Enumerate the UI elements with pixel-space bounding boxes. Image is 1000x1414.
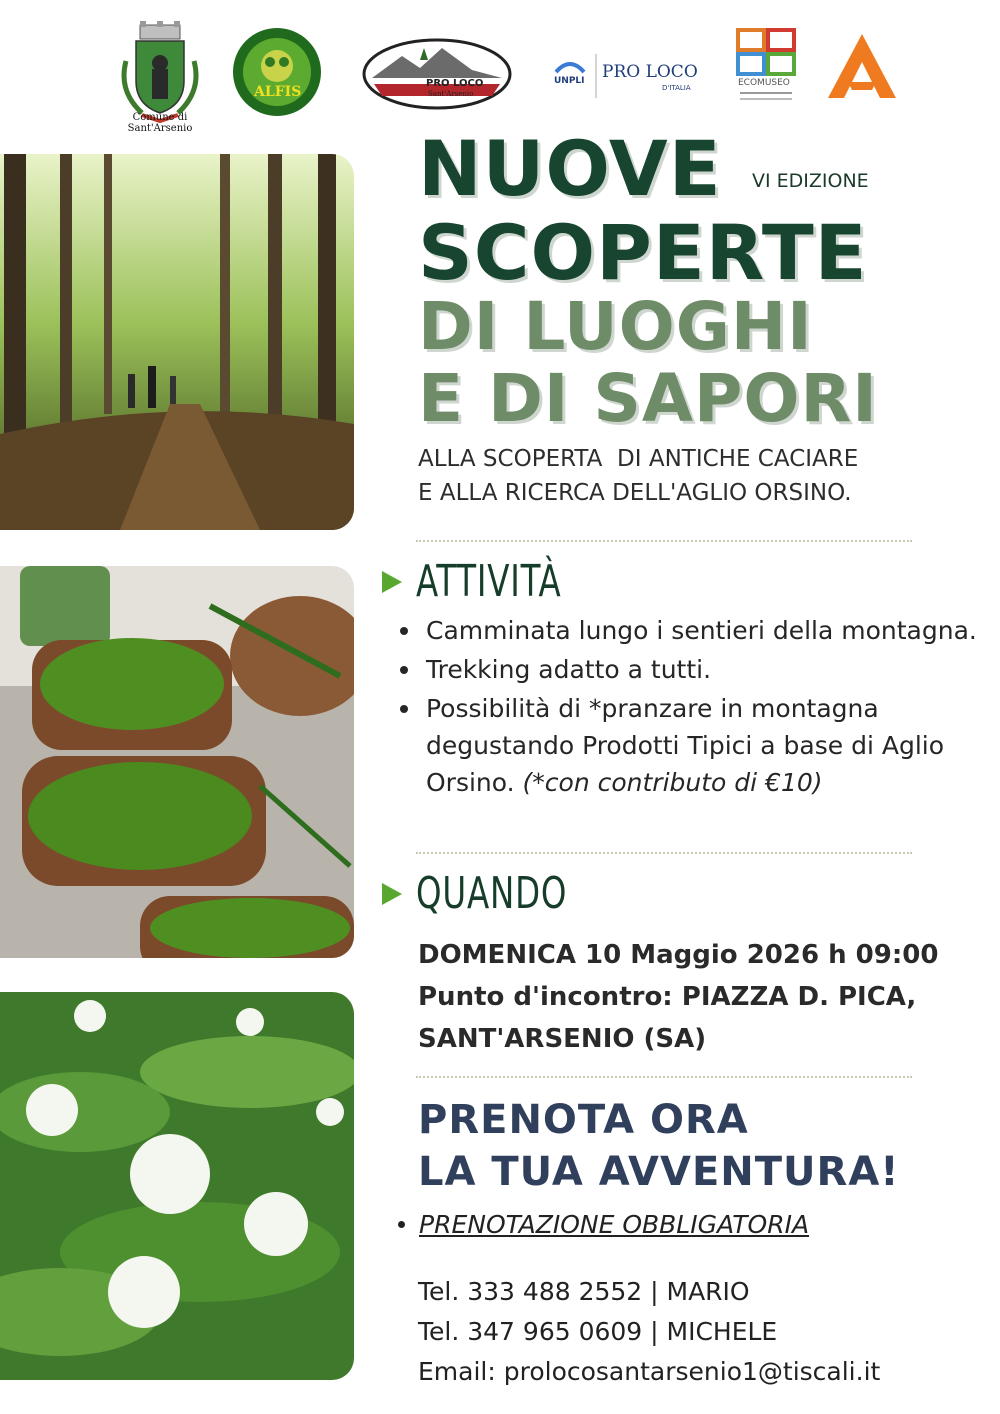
subtitle <box>418 442 978 510</box>
edition-label: VI EDIZIONE <box>752 170 869 192</box>
proloco-text: PRO LOCO <box>426 78 484 89</box>
list-item <box>398 651 988 688</box>
activities-heading-text: ATTIVITÀ <box>416 556 562 607</box>
wild-garlic-flowers-photo <box>0 992 354 1380</box>
alfis-logo <box>230 26 324 118</box>
ecomuseo-logo <box>734 26 798 110</box>
wild-garlic-pesto-bruschetta-photo <box>0 566 354 958</box>
title-line-4: E DI SAPORI <box>418 360 878 437</box>
call-to-action <box>418 1094 900 1198</box>
cta-line-1: PRENOTA ORA <box>418 1097 749 1143</box>
forest-hikers-photo <box>0 154 354 530</box>
ecomuseo-text: ECOMUSEO <box>738 78 790 88</box>
alfis-text: ALFIS <box>254 84 302 100</box>
when-heading <box>382 868 600 919</box>
meeting-point-line-1: Punto d'incontro: PIAZZA D. PICA, <box>418 982 917 1012</box>
bullet-icon <box>400 627 408 635</box>
activities-list <box>398 612 988 801</box>
list-item-text: Camminata lungo i sentieri della montagna. <box>426 616 977 645</box>
triangle-brand-logo <box>826 32 898 100</box>
contacts <box>418 1272 880 1392</box>
unpli-sub-text: D'ITALIA <box>662 84 691 92</box>
triangle-arrow-icon <box>382 883 402 905</box>
proloco-sub: Sant'Arsenio <box>428 90 474 98</box>
subtitle-line-2: E ALLA RICERCA DELL'AGLIO ORSINO. <box>418 480 852 506</box>
booking-notice <box>398 1210 809 1239</box>
title-line-1: NUOVE <box>418 124 722 213</box>
proloco-santarsenio-logo <box>362 38 512 110</box>
subtitle-line-1: ALLA SCOPERTA DI ANTICHE CACIARE <box>418 446 859 472</box>
meeting-point-line-2: SANT'ARSENIO (SA) <box>418 1024 707 1054</box>
divider <box>416 540 912 542</box>
list-item <box>398 690 988 801</box>
unpli-text: UNPLI <box>554 76 585 86</box>
activities-heading <box>382 556 593 607</box>
divider <box>416 1076 912 1078</box>
list-item-text: Trekking adatto a tutti. <box>426 655 712 684</box>
divider <box>416 852 912 854</box>
unpli-proloco-text: PRO LOCO <box>602 62 698 82</box>
phone-mario[interactable]: Tel. 333 488 2552 | MARIO <box>418 1277 750 1306</box>
bullet-icon <box>400 666 408 674</box>
booking-notice-text: PRENOTAZIONE OBBLIGATORIA <box>419 1210 810 1239</box>
title-line-3: DI LUOGHI <box>418 288 813 365</box>
email-link[interactable]: Email: prolocosantarsenio1@tiscali.it <box>418 1357 881 1386</box>
when-heading-text: QUANDO <box>416 868 568 919</box>
unpli-proloco-italia-logo <box>552 52 702 100</box>
comune-crest-logo <box>112 8 208 138</box>
bullet-icon <box>398 1221 405 1228</box>
triangle-arrow-icon <box>382 571 402 593</box>
comune-caption: Comune di Sant'Arsenio <box>127 112 193 134</box>
cta-line-2: LA TUA AVVENTURA! <box>418 1149 900 1195</box>
list-item <box>398 612 988 649</box>
contribution-note: (*con contributo di €10) <box>522 768 823 797</box>
title-line-2: SCOPERTE <box>418 208 868 297</box>
bullet-icon <box>400 705 408 713</box>
event-details <box>418 934 998 1060</box>
phone-michele[interactable]: Tel. 347 965 0609 | MICHELE <box>418 1317 778 1346</box>
list-item-text: Possibilità di *pranzare in montagna degustando Prodotti Tipici a base di Aglio Orsino. <box>426 694 945 797</box>
event-date: DOMENICA 10 Maggio 2026 h 09:00 <box>418 940 939 970</box>
